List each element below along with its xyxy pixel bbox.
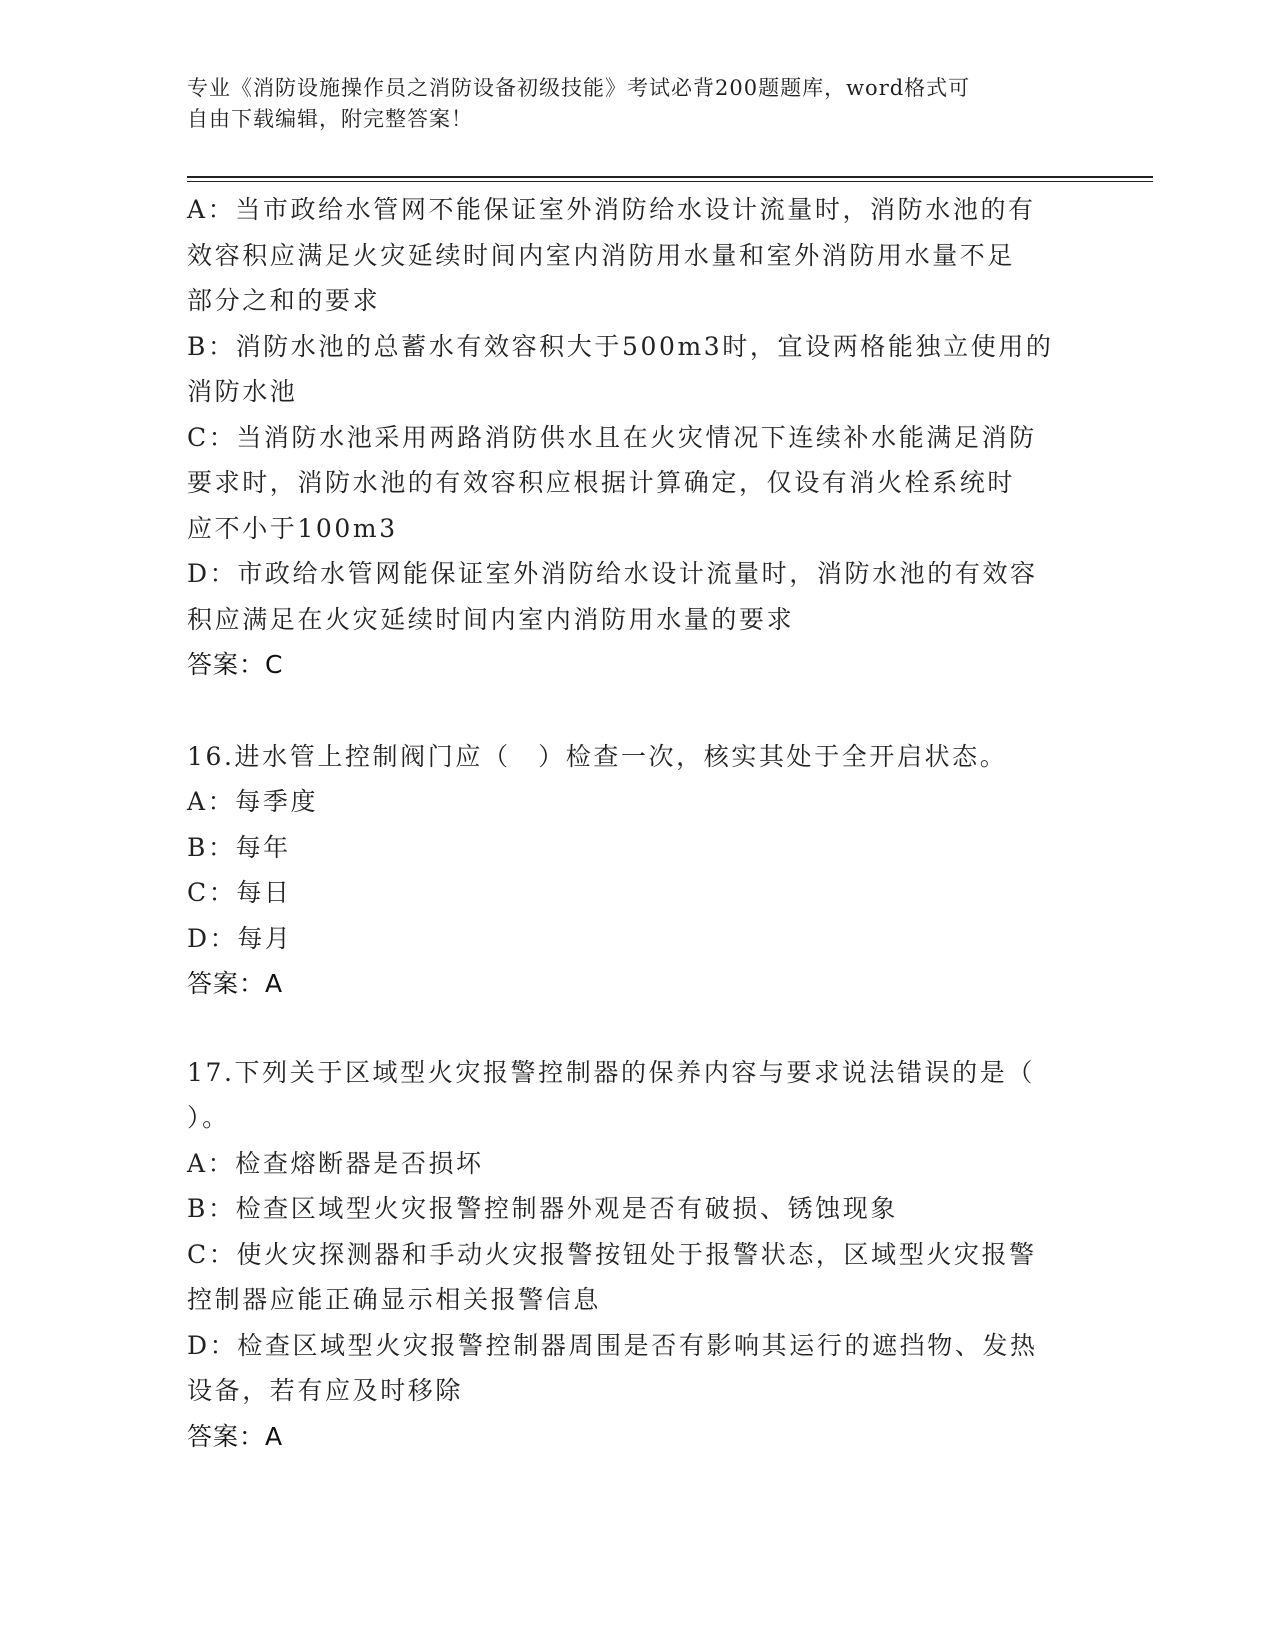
option-line: 消防水池	[187, 377, 298, 406]
question-15	[187, 187, 1087, 688]
option-line: D：检查区域型火灾报警控制器周围是否有影响其运行的遮挡物、发热	[187, 1330, 1038, 1360]
spacer	[187, 1007, 1087, 1050]
answer-label: 答案：A	[187, 1421, 284, 1451]
option-line: 控制器应能正确显示相关报警信息	[187, 1285, 602, 1314]
option-line: 部分之和的要求	[187, 286, 381, 315]
option-line: A：当市政给水管网不能保证室外消防给水设计流量时，消防水池的有	[187, 195, 1036, 224]
option-line: D：每月	[187, 923, 293, 953]
document-header	[187, 73, 1067, 135]
option-line: C：当消防水池采用两路消防供水且在火灾情况下连续补水能满足消防	[187, 422, 1037, 452]
answer-label: 答案：A	[187, 969, 284, 998]
option-line: A：检查熔断器是否损坏	[187, 1148, 484, 1178]
header-divider-thick	[187, 176, 1153, 178]
spacer	[187, 688, 1087, 734]
question-content	[187, 187, 1087, 1459]
header-line-2: 自由下载编辑，附完整答案！	[187, 107, 473, 131]
header-divider-thin	[187, 181, 1153, 182]
option-line: B：消防水池的总蓄水有效容积大于500m3时，宜设两格能独立使用的	[187, 331, 1054, 361]
answer-label: 答案：C	[187, 650, 284, 679]
option-line: 设备，若有应及时移除	[187, 1376, 464, 1405]
option-line: 应不小于100m3	[187, 513, 398, 543]
option-line: D：市政给水管网能保证室外消防给水设计流量时，消防水池的有效容	[187, 559, 1038, 588]
option-line: C：使火灾探测器和手动火灾报警按钮处于报警状态，区域型火灾报警	[187, 1239, 1037, 1269]
option-line: 要求时，消防水池的有效容积应根据计算确定，仅设有消火栓系统时	[187, 468, 1016, 497]
question-text: 16.进水管上控制阀门应（ ）检查一次，核实其处于全开启状态。	[187, 741, 1008, 771]
option-line: B：每年	[187, 832, 291, 862]
option-line: B：检查区域型火灾报警控制器外观是否有破损、锈蚀现象	[187, 1194, 898, 1223]
question-16	[187, 734, 1087, 1007]
question-17	[187, 1050, 1087, 1460]
option-line: A：每季度	[187, 787, 319, 816]
question-text: 17.下列关于区域型火灾报警控制器的保养内容与要求说法错误的是（	[187, 1057, 1035, 1087]
option-line: 效容积应满足火灾延续时间内室内消防用水量和室外消防用水量不足	[187, 240, 1016, 270]
option-line: C：每日	[187, 878, 292, 907]
header-line-1: 专业《消防设施操作员之消防设备初级技能》考试必背200题题库，word格式可	[187, 76, 971, 100]
question-text: ）。	[187, 1103, 230, 1132]
option-line: 积应满足在火灾延续时间内室内消防用水量的要求	[187, 604, 795, 634]
